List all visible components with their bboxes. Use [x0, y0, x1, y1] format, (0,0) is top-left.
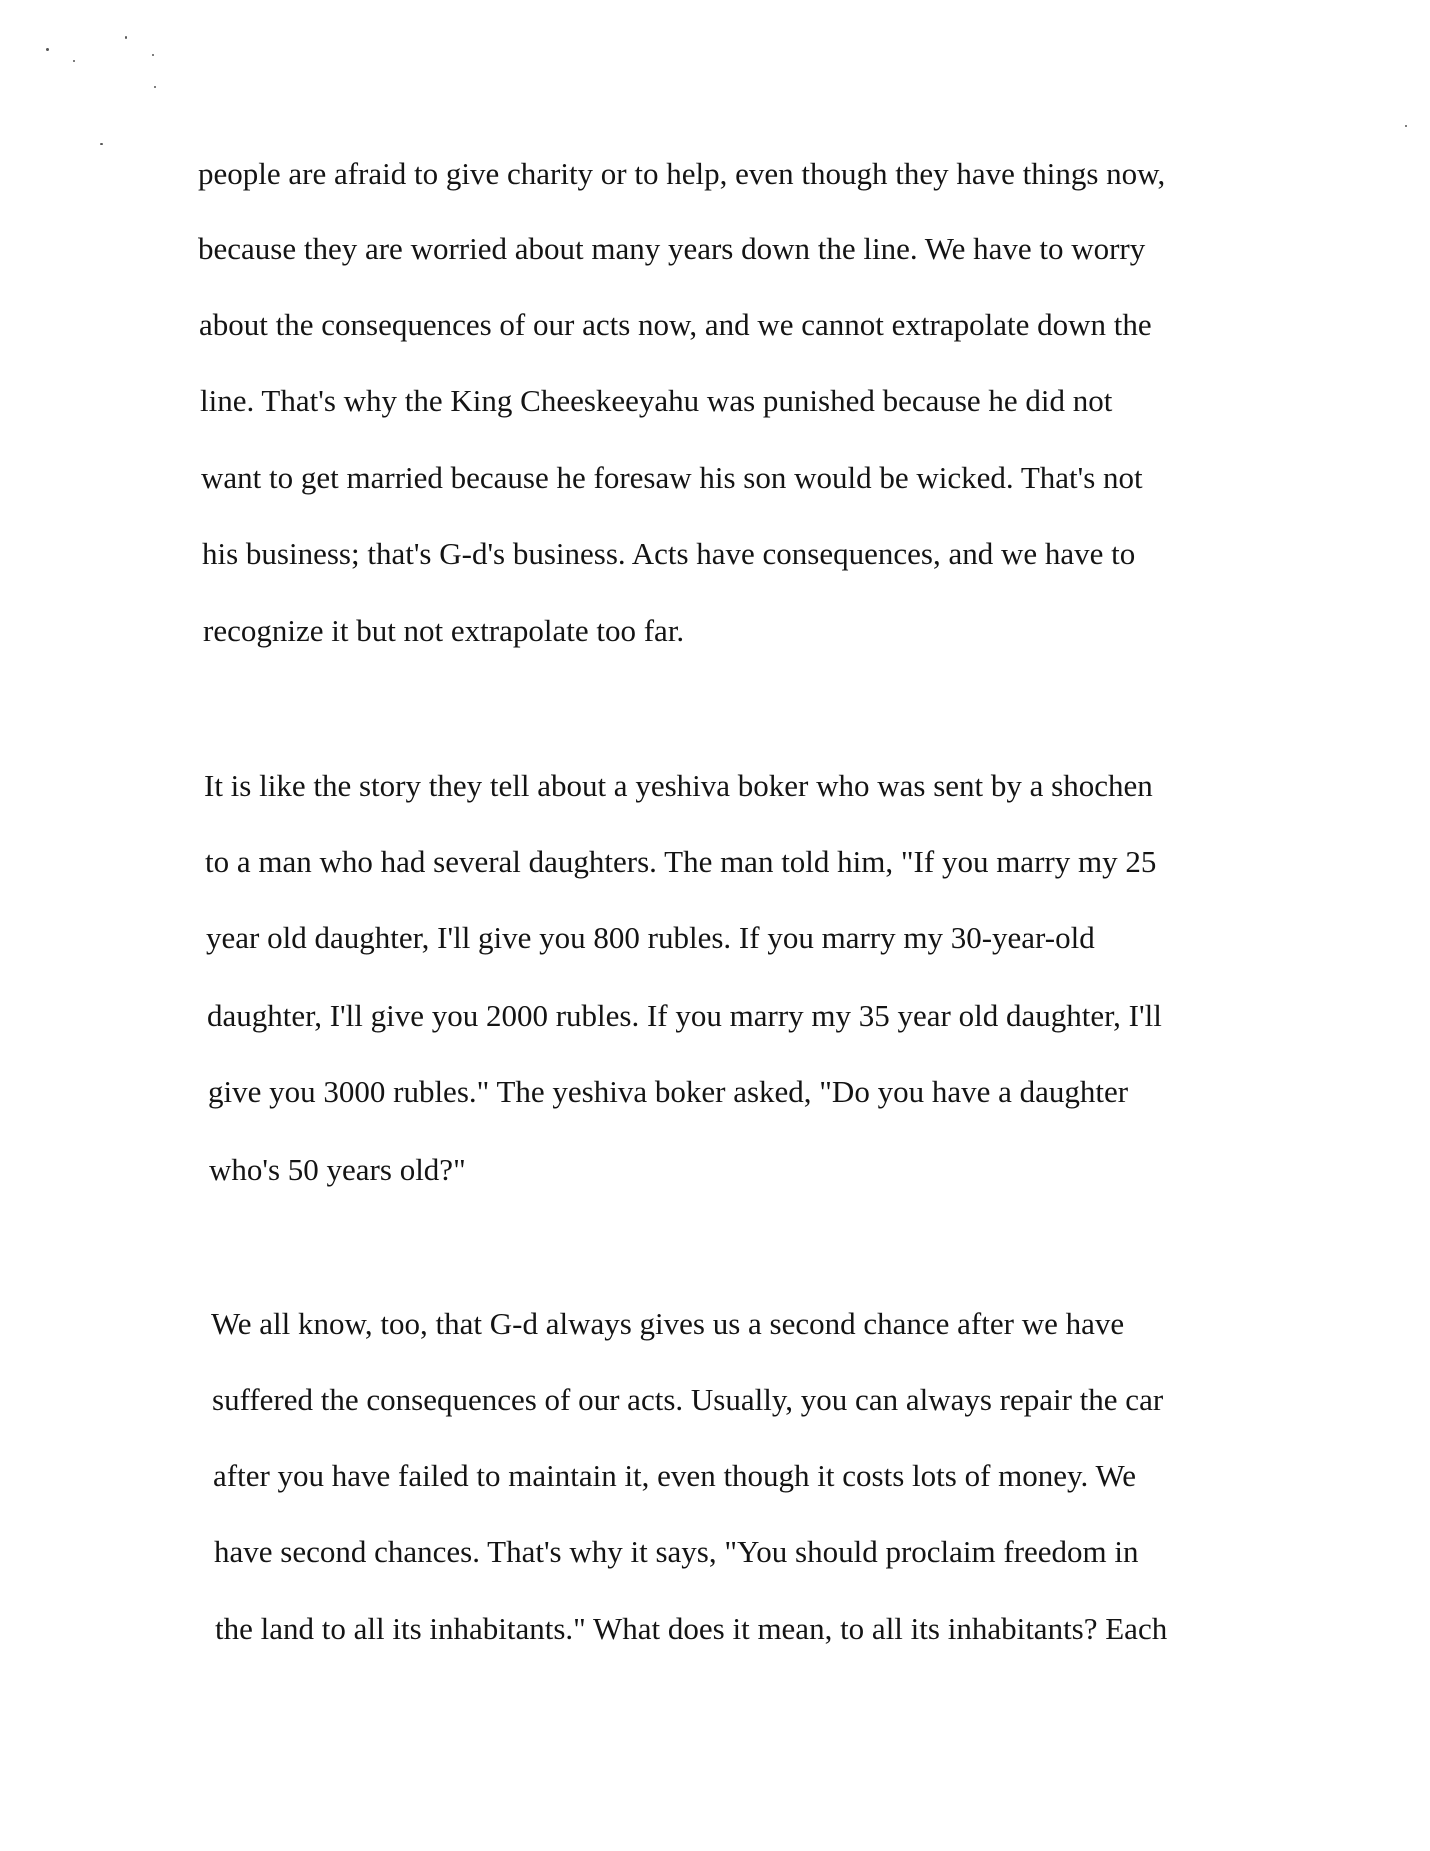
scan-speck: [73, 60, 75, 62]
paragraph-1-line-2: because they are worried about many years down the line. We have to worry: [198, 231, 1146, 266]
paragraph-2-line-2: to a man who had several daughters. The man told him, "If you marry my 25: [205, 844, 1157, 879]
paragraph-3-line-2: suffered the consequences of our acts. Usually, you can always repair the car: [212, 1382, 1164, 1417]
paragraph-2-line-6: who's 50 years old?": [209, 1152, 466, 1187]
paragraph-2-line-4: daughter, I'll give you 2000 rubles. If you marry my 35 year old daughter, I'll: [207, 998, 1162, 1033]
paragraph-3-line-1: We all know, too, that G-d always gives us a second chance after we have: [211, 1306, 1125, 1341]
paragraph-1-line-5: want to get married because he foresaw his son would be wicked. That's not: [201, 460, 1143, 495]
scan-speck: [100, 143, 103, 145]
scan-speck: [46, 48, 49, 51]
paragraph-1-line-1: people are afraid to give charity or to help, even though they have things now,: [198, 156, 1166, 191]
paragraph-1-line-3: about the consequences of our acts now, and we cannot extrapolate down the: [199, 307, 1152, 342]
paragraph-1-line-6: his business; that's G-d's business. Acts have consequences, and we have to: [202, 536, 1136, 571]
paragraph-3-line-5: the land to all its inhabitants." What does it mean, to all its inhabitants? Each: [215, 1611, 1168, 1646]
paragraph-3-line-3: after you have failed to maintain it, even though it costs lots of money. We: [213, 1458, 1136, 1493]
scan-speck: [154, 86, 156, 88]
scan-speck: [125, 36, 127, 39]
paragraph-2-line-3: year old daughter, I'll give you 800 rubles. If you marry my 30-year-old: [206, 920, 1095, 955]
paragraph-2-line-1: It is like the story they tell about a yeshiva boker who was sent by a shochen: [204, 768, 1153, 803]
scan-speck: [152, 54, 154, 56]
paragraph-2-line-5: give you 3000 rubles." The yeshiva boker asked, "Do you have a daughter: [208, 1074, 1129, 1109]
paragraph-3-line-4: have second chances. That's why it says, "You should proclaim freedom in: [214, 1534, 1139, 1569]
paragraph-1-line-7: recognize it but not extrapolate too far.: [203, 613, 685, 648]
scan-speck: [1405, 125, 1407, 127]
paragraph-1-line-4: line. That's why the King Cheeskeeyahu was punished because he did not: [200, 383, 1113, 418]
